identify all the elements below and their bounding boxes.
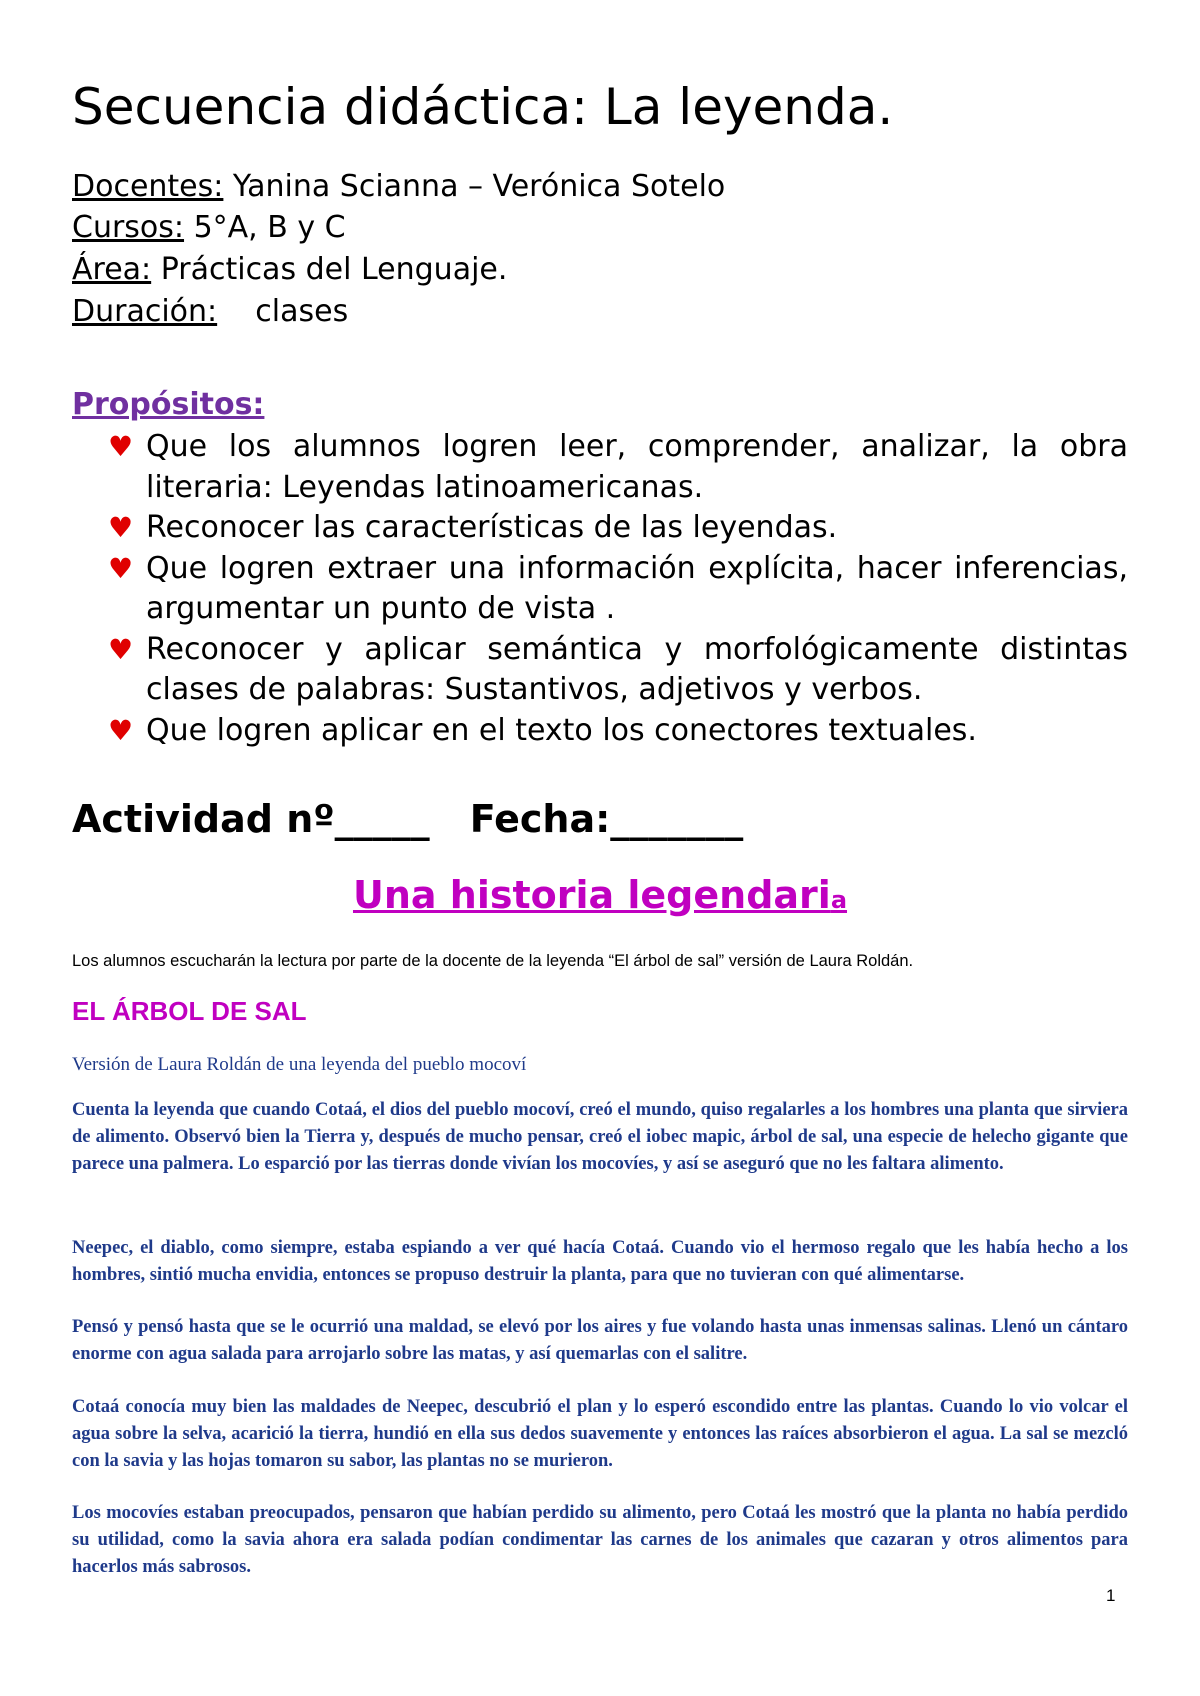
purpose-text: Reconocer las características de las leyendas. — [146, 510, 838, 545]
heart-bullet-icon: ♥ — [108, 430, 134, 463]
story-paragraph: Los mocovíes estaban preocupados, pensaron que habían perdido su alimento, pero Cotaá les mostró que la planta no había perdido su utilidad, como la savia ahora era salada podían condimentar las carnes de los animales que cazaran y otros alimentos para hacerlos más sabrosos. — [72, 1503, 1128, 1577]
tree-title: EL ÁRBOL DE SAL — [72, 996, 307, 1026]
activity-number-field: Actividad nº_____ — [72, 797, 430, 841]
heart-bullet-icon: ♥ — [108, 632, 134, 666]
page-number: 1 — [1106, 1586, 1116, 1605]
heart-bullet-icon: ♥ — [108, 551, 134, 585]
heart-bullet-icon: ♥ — [108, 713, 134, 747]
meta-docentes — [72, 167, 725, 207]
meta-cursos — [72, 208, 346, 248]
activity-date-field: Fecha:_______ — [469, 797, 744, 841]
purposes-title: Propósitos: — [72, 387, 265, 422]
story-paragraph: Pensó y pensó hasta que se le ocurrió una maldad, se elevó por los aires y fue volando hasta unas inmensas salinas. Llenó un cántaro enorme con agua salada para arrojarlo sobre las matas, y así quemarlas con el salitre. — [72, 1317, 1128, 1364]
purpose-text: Que logren extraer una información explícita, hacer inferencias, argumentar un punto de vista . — [146, 550, 1128, 626]
purposes-list — [108, 427, 1128, 751]
story-heading — [0, 870, 1200, 925]
area-value: Prácticas del Lenguaje. — [151, 252, 508, 287]
intro-text: Los alumnos escucharán la lectura por parte de la docente de la leyenda “El árbol de sal” versión de Laura Roldán. — [72, 952, 914, 970]
story-paragraph: Neepec, el diablo, como siempre, estaba espiando a ver qué hacía Cotaá. Cuando vio el hermoso regalo que les había hecho a los hombres, sintió mucha envidia, entonces se propuso destruir la planta, para que no tuvieran con qué alimentarse. — [72, 1238, 1128, 1285]
purpose-item — [108, 711, 1128, 752]
version-subtitle: Versión de Laura Roldán de una leyenda del pueblo mocoví — [72, 1054, 527, 1075]
purpose-text: Que logren aplicar en el texto los conectores textuales. — [146, 712, 977, 748]
cursos-label: Cursos: — [72, 210, 185, 245]
purpose-item — [108, 630, 1128, 711]
purpose-item — [108, 508, 1128, 549]
document-title: Secuencia didáctica: La leyenda. — [72, 78, 894, 136]
docentes-label: Docentes: — [72, 169, 224, 204]
story-paragraph: Cotaá conocía muy bien las maldades de Neepec, descubrió el plan y lo esperó escondido entre las plantas. Cuando lo vio volcar el agua sobre la selva, acarició la tierra, hundió en ella sus dedos suavemente y entonces las raíces absorbieron el agua. La sal se mezcló con la savia y las hojas tomaron su sabor, las plantas no se murieron. — [72, 1397, 1128, 1471]
story-heading-text: Una historia legendari — [352, 873, 831, 917]
duracion-label: Duración: — [72, 294, 218, 329]
purpose-text: Que los alumnos logren leer, comprender, analizar, la obra literaria: Leyendas latinoamericanas. — [146, 429, 1128, 505]
purpose-item — [108, 549, 1128, 630]
purpose-text: Reconocer y aplicar semántica y morfológicamente distintas clases de palabras: Sustantivos, adjetivos y verbos. — [146, 631, 1128, 707]
purpose-item — [108, 427, 1128, 508]
heart-bullet-icon: ♥ — [108, 511, 134, 544]
meta-duracion — [72, 292, 348, 332]
meta-area — [72, 250, 507, 290]
story-heading-tail: a — [830, 886, 848, 914]
area-label: Área: — [72, 252, 152, 287]
duracion-value: clases — [217, 294, 349, 329]
activity-line — [72, 795, 743, 843]
story-paragraph: Cuenta la leyenda que cuando Cotaá, el dios del pueblo mocoví, creó el mundo, quiso regalarles a los hombres una planta que sirviera de alimento. Observó bien la Tierra y, después de mucho pensar, creó el iobec mapic, árbol de sal, una especie de helecho gigante que parece una palmera. Lo esparció por las tierras donde vivían los mocovíes, y así se aseguró que no les faltara alimento. — [72, 1100, 1128, 1174]
cursos-value: 5°A, B y C — [184, 210, 346, 245]
docentes-value: Yanina Scianna – Verónica Sotelo — [223, 169, 726, 204]
